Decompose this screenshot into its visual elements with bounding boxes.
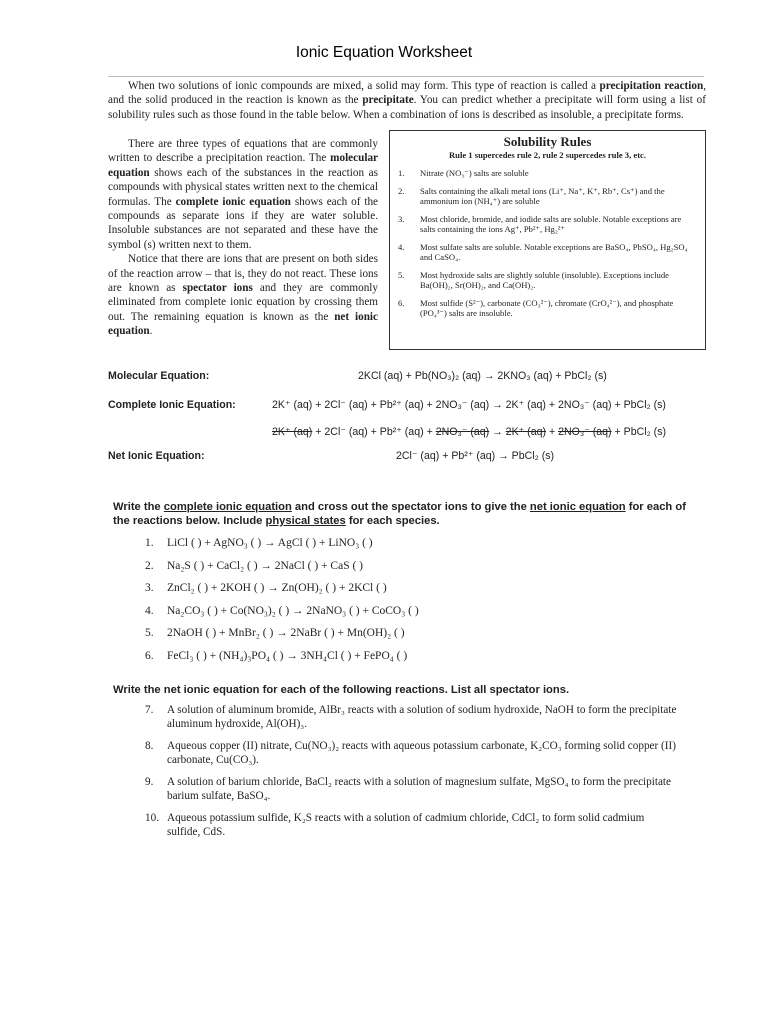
rule-text: Nitrate (NO₃⁻) salts are soluble: [420, 168, 529, 178]
solubility-rule: [398, 298, 697, 319]
question-text: Aqueous copper (II) nitrate, Cu(NO₃)₂ reacts with aqueous potassium carbonate, K₂CO₃ forming solid copper (II) carbonate, Cu(CO₃).: [167, 740, 676, 766]
item-number: 10.: [145, 812, 159, 824]
rule-text: Most chloride, bromide, and iodide salts are soluble. Notable exceptions are salts containing the ions Ag⁺, Pb²⁺, Hg₂²⁺: [420, 213, 682, 234]
rule-number: 5.: [398, 269, 405, 280]
reaction-text: LiCl ( ) + AgNO₃ ( ) → AgCl ( ) + LiNO₃ ( ): [167, 537, 373, 549]
rule-text: Salts containing the alkali metal ions (Li⁺, Na⁺, K⁺, Rb⁺, Cs⁺) and the ammonium ion (NH₄⁺) are soluble: [420, 185, 665, 206]
term-precipitation-reaction: precipitation reaction: [599, 80, 704, 92]
item-number: 7.: [145, 704, 154, 716]
solubility-subtitle: Rule 1 supercedes rule 2, rule 2 supercedes rule 3, etc.: [448, 149, 647, 160]
reaction-text: FeCl₃ ( ) + (NH₄)₃PO₄ ( ) → 3NH₄Cl ( ) + FePO₄ ( ): [167, 649, 408, 662]
solubility-rule: [398, 186, 697, 207]
instruction-text: and cross out the spectator ions to give the: [291, 501, 530, 513]
list-item: [145, 704, 680, 731]
solubility-title: Solubility Rules: [503, 134, 592, 149]
question-text: A solution of aluminum bromide, AlBr₃ reacts with a solution of sodium hydroxide, NaOH to form the precipitate aluminum hydroxide, Al(OH)₃.: [167, 704, 677, 730]
item-number: 5.: [145, 627, 154, 640]
list-item: [145, 812, 680, 839]
term-molecular-equation: molecular equation: [108, 152, 378, 179]
list-item: [145, 537, 419, 560]
question-text: Aqueous potassium sulfide, K₂S reacts with a solution of cadmium chloride, CdCl₂ to form solid cadmium sulfide, CdS.: [167, 812, 645, 838]
explanation-text: and they are commonly eliminated from complete ionic equation by crossing them out. The remaining equation is known as the: [108, 282, 379, 323]
item-number: 4.: [145, 604, 154, 617]
equation-arrow: →: [489, 426, 506, 438]
instruction-text: for each of the reactions below. Include: [113, 501, 686, 527]
equation-part: + 2Cl⁻ (aq) + Pb²⁺ (aq) +: [312, 426, 436, 438]
molecular-equation-label: Molecular Equation:: [108, 370, 210, 382]
list-item: [145, 605, 419, 628]
explanation-text: There are three types of equations that are commonly written to describe a precipitation reaction. The: [108, 138, 378, 165]
spectator-ion: 2K⁺ (aq): [272, 426, 313, 438]
list-item: [145, 776, 680, 803]
term-net-ionic-equation: net ionic equation: [108, 310, 378, 338]
divider: [108, 76, 704, 77]
explanation-text: Notice that there are ions that are present on both sides of the reaction arrow – that is, they do not react. These ions are known as: [108, 253, 378, 295]
question-text: A solution of barium chloride, BaCl₂ reacts with a solution of magnesium sulfate, MgSO₄ to form the precipitate barium sulfate, BaSO₄.: [167, 776, 671, 802]
list-item: [145, 740, 680, 767]
solubility-rule: [398, 242, 697, 263]
rule-number: 1.: [398, 168, 405, 178]
term-precipitate: precipitate: [362, 94, 414, 107]
intro-text: When two solutions of ionic compounds are mixed, a solid may form. This type of reaction is called a: [128, 80, 600, 92]
spectator-ion: 2NO₃⁻ (aq): [558, 426, 612, 438]
term-complete-ionic-equation: complete ionic equation: [175, 195, 291, 208]
intro-text: . You can predict whether a precipitate will form using a list of solubility rules such as those found in the table below. When a combination of ions is described as insoluble, a precipitate forms.: [108, 94, 706, 121]
item-number: 3.: [145, 582, 154, 595]
item-number: 9.: [145, 776, 154, 788]
explanation-text: .: [149, 325, 153, 338]
item-number: 2.: [145, 559, 154, 572]
item-number: 6.: [145, 649, 154, 662]
reaction-list: [145, 537, 419, 673]
rule-number: 4.: [398, 241, 405, 252]
list-item: [145, 650, 419, 673]
instruction-emphasis: complete ionic equation: [163, 501, 292, 513]
complete-ionic-equation-label: Complete Ionic Equation:: [108, 399, 236, 411]
rule-number: 3.: [398, 213, 405, 224]
section1-instructions: [113, 500, 703, 528]
reaction-text: ZnCl₂ ( ) + 2KOH ( ) → Zn(OH)₂ ( ) + 2KCl ( ): [167, 582, 387, 595]
solubility-rule: [398, 214, 697, 235]
rule-text: Most sulfate salts are soluble. Notable exceptions are BaSO₄, PbSO₄, Hg₂SO₄ and CaSO₄.: [420, 241, 688, 262]
reaction-text: Na₂CO₃ ( ) + Co(NO₃)₂ ( ) → 2NaNO₃ ( ) + CoCO₃ ( ): [167, 604, 419, 617]
instruction-emphasis: physical states: [265, 515, 346, 527]
item-number: 8.: [145, 740, 154, 752]
instruction-text: for each species.: [345, 515, 440, 527]
spectator-ion: 2NO₃⁻ (aq): [435, 426, 490, 438]
spectator-ion: 2K⁺ (aq): [505, 426, 547, 438]
instruction-text: Write the: [113, 501, 164, 513]
instruction-emphasis: net ionic equation: [529, 501, 626, 513]
explanation-text: shows each of the compounds as separate ions if they are water soluble. Insoluble substances are not separated and these have the symbol (s) written next to them.: [108, 195, 378, 251]
question-list: [145, 704, 680, 848]
reaction-text: Na₂S ( ) + CaCl₂ ( ) → 2NaCl ( ) + CaS ( ): [167, 559, 364, 572]
rule-number: 6.: [398, 297, 405, 308]
rule-number: 2.: [398, 185, 405, 196]
equation-part: + PbCl₂ (s): [611, 426, 667, 438]
equation-part: +: [546, 426, 559, 438]
solubility-rule: [398, 270, 697, 291]
page-title: Ionic Equation Worksheet: [295, 44, 473, 61]
list-item: [145, 582, 419, 605]
solubility-rules-box: [389, 130, 706, 350]
explanation-column: [108, 137, 378, 339]
rule-text: Most hydroxide salts are slightly soluble (insoluble). Exceptions include Ba(OH)₂, Sr(OH)₂, and Ca(OH)₂.: [420, 269, 669, 290]
crossed-out-equation: [272, 426, 666, 438]
term-spectator-ions: spectator ions: [182, 282, 253, 295]
list-item: [145, 560, 419, 583]
intro-text: , and the solid produced in the reaction is known as the: [108, 80, 706, 107]
rule-text: Most sulfide (S²⁻), carbonate (CO₃²⁻), chromate (CrO₄²⁻), and phosphate (PO₄³⁻) salts are insoluble.: [420, 297, 674, 318]
explanation-text: shows each of the substances in the reaction as compounds with physical states written next to the chemical formulas. The: [108, 166, 378, 208]
section2-instructions: Write the net ionic equation for each of the following reactions. List all spectator ions.: [113, 684, 570, 696]
molecular-equation: 2KCl (aq) + Pb(NO₃)₂ (aq) → 2KNO₃ (aq) + PbCl₂ (s): [358, 370, 607, 382]
net-ionic-equation: 2Cl⁻ (aq) + Pb²⁺ (aq) → PbCl₂ (s): [396, 450, 555, 462]
item-number: 1.: [145, 537, 154, 549]
list-item: [145, 627, 419, 650]
reaction-text: 2NaOH ( ) + MnBr₂ ( ) → 2NaBr ( ) + Mn(OH)₂ ( ): [167, 627, 405, 640]
complete-ionic-equation: 2K⁺ (aq) + 2Cl⁻ (aq) + Pb²⁺ (aq) + 2NO₃⁻ (aq) → 2K⁺ (aq) + 2NO₃⁻ (aq) + PbCl₂ (s): [272, 399, 666, 411]
intro-paragraph: [108, 79, 706, 122]
solubility-rule: [398, 168, 697, 179]
net-ionic-equation-label: Net Ionic Equation:: [108, 450, 205, 462]
